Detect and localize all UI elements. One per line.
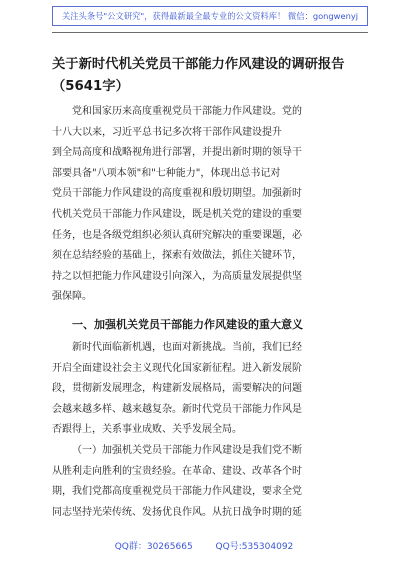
qq-group-label: QQ群：30265665 — [114, 542, 193, 552]
section1-paragraph — [52, 338, 370, 441]
header-banner: 关注头条号"公文研究"，获得最新最全最专业的公文资料库！ 微信：gongwenyj — [52, 6, 368, 26]
paragraph-line: 期，我们党都高度重视党员干部能力作风建设，要求全党 — [52, 486, 302, 498]
qq-number-label: QQ号:535304092 — [215, 542, 294, 552]
word-count: （5641字） — [52, 79, 129, 94]
paragraph-line: 从胜利走向胜利的宝贵经验。在革命、建设、改革各个时 — [52, 465, 302, 477]
paragraph-line: 代机关党员干部能力作风建设，既是机关党的建设的重要 — [52, 208, 302, 220]
paragraph-line: 会越来越多样、越来越复杂。新时代党员干部能力作风是 — [52, 403, 302, 415]
paragraph-line: 否跟得上，关系事业成败、关乎发展全局。 — [52, 424, 242, 436]
paragraph-line: 持之以恒把能力作风建设引向深入，为高质量发展提供坚 — [52, 270, 302, 282]
paragraph-line: 十八大以来，习近平总书记多次将干部作风建设提升 — [52, 126, 282, 138]
paragraph-line: 须在总结经验的基础上，探索有效做法，抓住关键环节， — [52, 250, 302, 262]
paragraph-line: 同志坚持光荣传统、发扬优良作风。从抗日战争时期的延 — [52, 506, 302, 518]
document-title: 关于新时代机关党员干部能力作风建设的调研报告 — [52, 57, 345, 72]
footer-contact — [0, 539, 408, 552]
intro-paragraph — [52, 102, 370, 308]
paragraph-line: 到全局高度和战略视角进行部署，并提出新时期的领导干 — [52, 147, 302, 159]
paragraph-line: 部要具备"八项本领"和"七种能力"，体现出总书记对 — [52, 167, 281, 179]
paragraph-line: 党员干部能力作风建设的高度重视和殷切期望。加强新时 — [52, 188, 302, 200]
section-heading: 一、加强机关党员干部能力作风建设的重大意义 — [72, 317, 303, 331]
paragraph-line: 开启全面建设社会主义现代化国家新征程。进入新发展阶 — [52, 362, 302, 374]
paragraph-line: 任务，也是各级党组织必须认真研究解决的重要课题，必 — [52, 229, 302, 241]
header-divider — [52, 32, 368, 33]
paragraph-line: 党和国家历来高度重视党员干部能力作风建设。党的 — [72, 106, 302, 117]
document-body — [52, 54, 370, 523]
paragraph-line: （一）加强机关党员干部能力作风建设是我们党不断 — [72, 444, 302, 456]
paragraph-line: 段，贯彻新发展理念，构建新发展格局，需要解决的问题 — [52, 383, 302, 395]
paragraph-line: 新时代面临新机遇，也面对新挑战。当前，我们已经 — [72, 341, 302, 353]
paragraph-line: 强保障。 — [52, 291, 92, 303]
subsection1-paragraph — [52, 441, 370, 523]
